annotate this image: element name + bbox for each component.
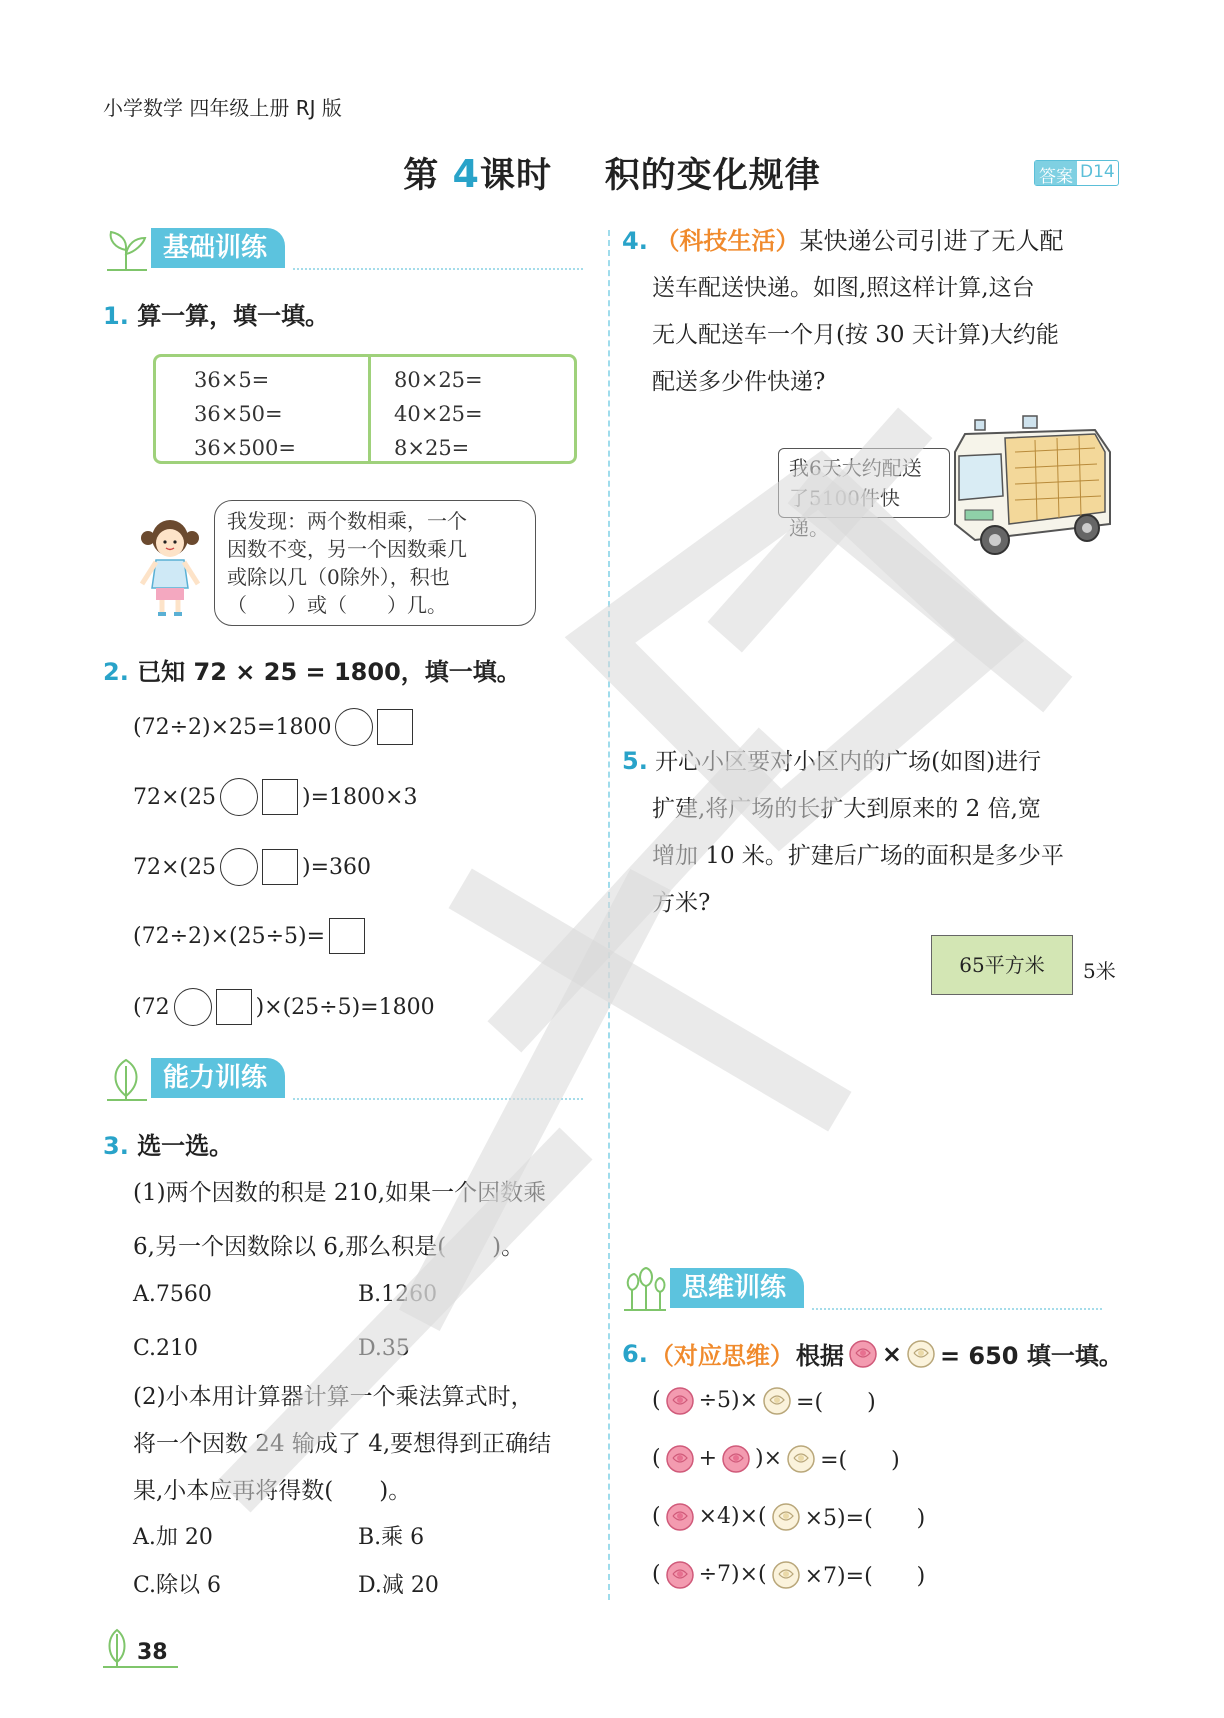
q1-right-col: [394, 363, 483, 465]
q2-eq-text: (72÷2)×25=1800: [133, 714, 332, 740]
q1-eq: 36×50=: [194, 402, 283, 426]
q3-p1-option-c[interactable]: C.210: [133, 1336, 199, 1361]
q1-number: 1.: [103, 302, 129, 330]
q6-row-text: (: [652, 1504, 661, 1529]
number-square-blank[interactable]: [329, 918, 365, 954]
page-number-underline: [103, 1666, 178, 1668]
q3-title-text: 选一选。: [137, 1132, 234, 1160]
number-square-blank[interactable]: [262, 779, 298, 815]
number-square-blank[interactable]: [377, 709, 413, 745]
q1-eq: 40×25=: [394, 402, 483, 426]
q5-text-line: 扩建,将广场的长扩大到原来的 2 倍,宽: [652, 796, 1041, 822]
q3-text-line: 将一个因数 24 输成了 4,要想得到正确结: [133, 1431, 552, 1457]
red-rose-icon: [663, 1386, 697, 1416]
q6-number: 6.: [622, 1339, 648, 1368]
leaf-icon: [103, 1056, 149, 1102]
q3-text-line: 6,另一个因数除以 6,那么积是( )。: [133, 1234, 525, 1260]
q3-text-line: (1)两个因数的积是 210,如果一个因数乘: [133, 1180, 547, 1206]
q6-row-2: [652, 1443, 900, 1474]
page-number: 38: [137, 1640, 168, 1665]
q6-row-4: [652, 1559, 925, 1590]
q2-eq3: [133, 848, 371, 886]
red-rose-icon: [663, 1444, 697, 1474]
q1-eq: 80×25=: [394, 368, 483, 392]
q1-left-col: [194, 363, 296, 465]
q1-eq: 8×25=: [394, 436, 470, 460]
q4-tag: （科技生活）: [655, 227, 800, 255]
q4-text-line: 配送多少件快递?: [652, 369, 826, 395]
bubble-line: 了5100件快递。: [789, 486, 900, 540]
section-basic-header: [103, 226, 583, 272]
q5-text-line: 方米?: [652, 890, 711, 916]
q1-speech-bubble: [214, 500, 536, 626]
q4-block: [622, 218, 1122, 406]
q3-p1-option-d[interactable]: D.35: [358, 1336, 410, 1361]
q4-speech-bubble: [778, 448, 950, 540]
q3-text-line: 果,小本应再将得数( )。: [133, 1478, 412, 1504]
q6-tag: （对应思维）: [649, 1342, 794, 1370]
section-ability-tab: 能力训练: [151, 1058, 285, 1098]
q6-intro: 根据: [795, 1342, 844, 1370]
q2-number: 2.: [103, 658, 129, 686]
section-basic-tab: 基础训练: [151, 228, 285, 268]
q5-number: 5.: [622, 747, 648, 775]
sprout-icon: [103, 226, 149, 272]
q3-title: [103, 1126, 233, 1161]
q6-answer-blank[interactable]: =( ): [820, 1448, 900, 1473]
red-rose-icon: [846, 1339, 880, 1369]
q6-row-3: [652, 1501, 925, 1532]
q2-title-text: 已知 72 × 25 = 1800，填一填。: [137, 658, 521, 686]
q2-eq-text: 72×(25: [133, 854, 217, 880]
q6-eq: = 650 填一填。: [939, 1342, 1123, 1370]
q6-answer-blank[interactable]: ×7)=( ): [804, 1564, 926, 1589]
answer-badge-ref: D14: [1080, 162, 1115, 182]
q2-eq-text: )=360: [302, 854, 372, 880]
section-line: [293, 268, 583, 270]
section-line: [293, 1098, 583, 1100]
q1-calc-box: [153, 354, 577, 464]
red-rose-icon: [663, 1502, 697, 1532]
q2-title: [103, 652, 521, 687]
q6-row-text: ÷7)×(: [698, 1562, 767, 1587]
q5-text-line: 增加 10 米。扩建后广场的面积是多少平: [652, 843, 1064, 869]
title-name: 积的变化规律: [604, 156, 821, 196]
section-ability-header: [103, 1056, 583, 1102]
q4-text-line: 某快递公司引进了无人配: [799, 227, 1064, 255]
operator-circle-blank[interactable]: [335, 708, 373, 746]
white-rose-icon: [784, 1444, 818, 1474]
q3-p2-option-a[interactable]: A.加 20: [133, 1525, 213, 1550]
number-square-blank[interactable]: [262, 849, 298, 885]
bubble-line: （ ）或（ ）几。: [227, 593, 447, 617]
book-header: 小学数学 四年级上册 RJ 版: [103, 96, 342, 120]
white-rose-icon: [769, 1560, 803, 1590]
q3-p1-option-b[interactable]: B.1260: [358, 1282, 438, 1307]
q6-row-text: (: [652, 1446, 661, 1471]
q4-text-line: 无人配送车一个月(按 30 天计算)大约能: [652, 322, 1059, 348]
white-rose-icon: [904, 1339, 938, 1369]
trees-icon: [622, 1266, 668, 1312]
number-square-blank[interactable]: [216, 989, 252, 1025]
q6-row-1: [652, 1385, 876, 1416]
section-line: [812, 1308, 1102, 1310]
delivery-robot-car-illustration: [945, 412, 1115, 560]
q6-title: [622, 1336, 1123, 1371]
square-area-rectangle: 65平方米: [931, 935, 1073, 995]
red-rose-icon: [663, 1560, 697, 1590]
q6-row-text: )×: [755, 1446, 783, 1471]
q6-row-text: ÷5)×: [698, 1388, 759, 1413]
red-rose-icon: [719, 1444, 753, 1474]
q6-row-text: (: [652, 1562, 661, 1587]
bubble-line: 或除以几（0除外），积也: [227, 565, 450, 589]
rectangle-side-label: 5米: [1083, 959, 1116, 983]
q2-eq-text: 72×(25: [133, 784, 217, 810]
bubble-line: 我发现：两个数相乘，一个: [227, 509, 467, 533]
operator-circle-blank[interactable]: [220, 778, 258, 816]
operator-circle-blank[interactable]: [174, 988, 212, 1026]
q2-eq-text: (72÷2)×(25÷5)=: [133, 923, 326, 949]
white-rose-icon: [769, 1502, 803, 1532]
q2-eq4: [133, 918, 365, 954]
q6-row-text: (: [652, 1388, 661, 1413]
q6-answer-blank[interactable]: =( ): [796, 1390, 876, 1415]
q1-box-divider: [368, 357, 371, 461]
q3-p1-option-a[interactable]: A.7560: [133, 1282, 212, 1307]
section-thinking-header: [622, 1266, 1102, 1312]
column-divider: [608, 230, 610, 1600]
q4-number: 4.: [622, 227, 648, 255]
girl-illustration: [134, 512, 206, 618]
operator-circle-blank[interactable]: [220, 848, 258, 886]
q2-eq5: [133, 988, 435, 1026]
bubble-line: 因数不变，另一个因数乘几: [227, 537, 467, 561]
q1-title-text: 算一算，填一填。: [137, 302, 330, 330]
leaf-page-icon: [103, 1626, 135, 1666]
q3-text-line: (2)小本用计算器计算一个乘法算式时，: [133, 1384, 534, 1410]
white-rose-icon: [760, 1386, 794, 1416]
q6-answer-blank[interactable]: ×5)=( ): [804, 1506, 926, 1531]
title-prefix: 第: [403, 156, 440, 196]
q5-text-line: 开心小区要对小区内的广场(如图)进行: [655, 749, 1042, 775]
q3-p2-option-b[interactable]: B.乘 6: [358, 1525, 425, 1550]
q3-p2-option-d[interactable]: D.减 20: [358, 1573, 439, 1598]
q3-p2-option-c[interactable]: C.除以 6: [133, 1573, 222, 1598]
q3-part1: [133, 1166, 603, 1274]
q2-eq-text: (72: [133, 994, 170, 1020]
q2-eq-text: )=1800×3: [302, 784, 418, 810]
q6-row-text: ×4)×(: [698, 1504, 767, 1529]
q5-block: [622, 738, 1122, 927]
bubble-line: 我6天大约配送: [789, 456, 922, 480]
title-number: 4: [452, 152, 480, 196]
title-suffix: 课时: [479, 156, 552, 196]
q3-number: 3.: [103, 1132, 129, 1160]
q2-eq2: [133, 778, 417, 816]
q1-title: [103, 296, 329, 331]
q4-text-line: 送车配送快递。如图,照这样计算,这台: [652, 275, 1035, 301]
q2-eq-text: )×(25÷5)=1800: [255, 994, 435, 1020]
q2-eq1: [133, 708, 413, 746]
section-thinking-tab: 思维训练: [670, 1268, 804, 1308]
q1-eq: 36×5=: [194, 368, 270, 392]
q6-times: ×: [881, 1339, 902, 1368]
answer-badge-label: 答案: [1035, 161, 1077, 185]
answer-badge[interactable]: [1034, 160, 1119, 186]
q1-eq: 36×500=: [194, 436, 296, 460]
q3-part2: [133, 1374, 608, 1515]
q6-row-text: +: [698, 1446, 718, 1471]
